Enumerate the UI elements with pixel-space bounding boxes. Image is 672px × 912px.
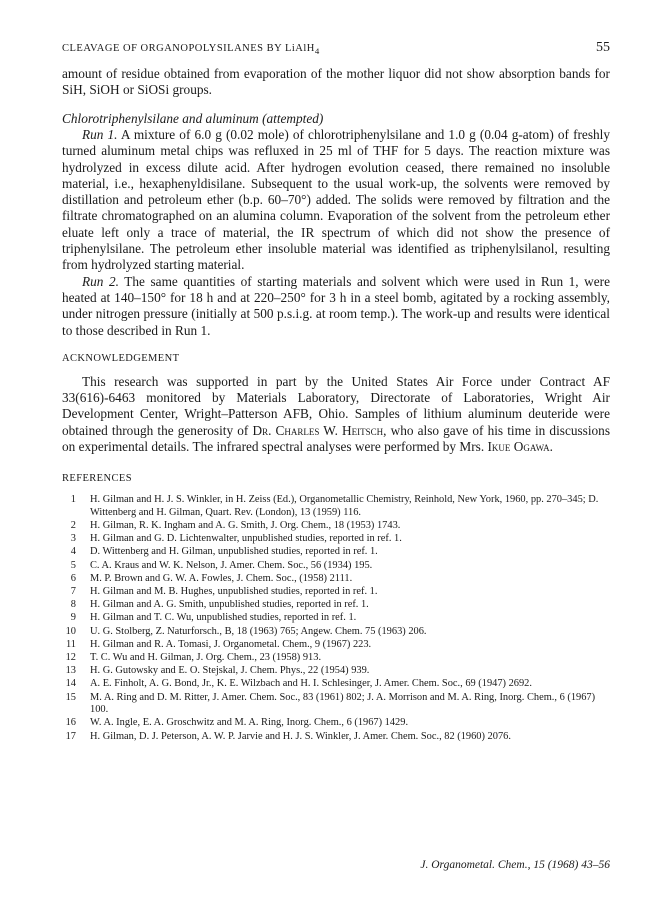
reference-item: [62, 494, 610, 519]
reference-item: [62, 665, 610, 678]
ack-text-2: , who also gave of his time in discussions on experimental details. The infrared spectral analyses were performed by Mrs.: [62, 422, 611, 455]
running-title-subscript: 4: [314, 46, 320, 57]
ack-person-2: Ikue Ogawa: [487, 439, 550, 455]
reference-text: M. A. Ring and D. M. Ritter, J. Amer. Chem. Soc., 83 (1961) 802; J. A. Morrison and M. A. Ring, Inorg. Chem., 6 (1967) 100.: [90, 691, 596, 716]
reference-text: T. C. Wu and H. Gilman, J. Org. Chem., 23 (1958) 913.: [90, 651, 322, 663]
reference-number: 5: [70, 559, 76, 571]
reference-item: [62, 560, 610, 573]
reference-item: [62, 692, 610, 717]
reference-text: A. E. Finholt, A. G. Bond, Jr., K. E. Wilzbach and H. I. Schlesinger, J. Amer. Chem. Soc., 69 (1947) 2692.: [90, 678, 532, 690]
section-subheading: Chlorotriphenylsilane and aluminum (attempted): [62, 110, 324, 126]
reference-text: H. Gilman and H. J. S. Winkler, in H. Zeiss (Ed.), Organometallic Chemistry, Reinhold, New York, 1960, pp. 270–345; D. Wittenberg and H. Gilman, Quart. Rev. (London), 13 (1959) 116.: [90, 494, 599, 518]
reference-text: H. Gilman and G. D. Lichtenwalter, unpublished studies, reported in ref. 1.: [90, 533, 402, 545]
references-heading: REFERENCES: [62, 473, 132, 485]
reference-text: H. Gilman and M. B. Hughes, unpublished studies, reported in ref. 1.: [90, 586, 378, 598]
body-paragraph-1: amount of residue obtained from evaporation of the mother liquor did not show absorption bands for SiH, SiOH or SiOSi groups.: [62, 66, 610, 98]
reference-item: [62, 612, 610, 625]
reference-number: 6: [70, 572, 76, 584]
reference-number: 9: [70, 612, 76, 624]
reference-number: 12: [65, 651, 76, 663]
reference-text: U. G. Stolberg, Z. Naturforsch., B, 18 (1963) 765; Angew. Chem. 75 (1963) 206.: [90, 625, 427, 637]
reference-number: 13: [65, 665, 76, 677]
ack-text-1: This research was supported in part by the United States Air Force under Contract AF 33(616)-6463 monitored by Materials Laboratory, Directorate of Laboratories, Wright Air Development Center, Wright–Patterson AFB, Ohio. Samples of lithium aluminum deuteride were obtained through the generosity of: [62, 373, 610, 438]
reference-number: 15: [65, 691, 76, 703]
reference-item: [62, 678, 610, 691]
reference-item: [62, 573, 610, 586]
run-1-paragraph: [62, 127, 610, 274]
reference-number: 8: [70, 599, 76, 611]
reference-number: 7: [70, 586, 76, 598]
reference-item: [62, 520, 610, 533]
reference-text: W. A. Ingle, E. A. Groschwitz and M. A. Ring, Inorg. Chem., 6 (1967) 1429.: [90, 717, 409, 729]
reference-text: H. Gilman, D. J. Peterson, A. W. P. Jarvie and H. J. S. Winkler, J. Amer. Chem. Soc., 82 (1960) 2076.: [90, 730, 511, 742]
reference-item: [62, 639, 610, 652]
run-2-paragraph: [62, 274, 610, 339]
reference-text: C. A. Kraus and W. K. Nelson, J. Amer. Chem. Soc., 56 (1934) 195.: [90, 559, 373, 571]
run-1-text: A mixture of 6.0 g (0.02 mole) of chlorotriphenylsilane and 1.0 g (0.04 g-atom) of freshly turned aluminum metal chips was refluxed in 25 ml of THF for 5 days. The reaction mixture was hydrolyzed in excess dilute acid. After hydrogen evolution ceased, there remained no insoluble material, i.e., hexaphenyldisilane. Subsequent to the usual work-up, the solvents were removed by distillation and petroleum ether (b.p. 60–70°) added. The solids were removed by filtration and the filtrate chromatographed on an alumina column. Evaporation of the solvent from the petroleum ether eluate left only a trace of material, the IR spectrum of which did not show the presence of triphenylsilane. The petroleum ether insoluble material was identified as triphenylsilanol, resulting from hydrolyzed starting material.: [62, 126, 610, 273]
reference-item: [62, 546, 610, 559]
reference-text: M. P. Brown and G. W. A. Fowles, J. Chem. Soc., (1958) 2111.: [90, 572, 353, 584]
run-1-label: Run 1.: [82, 126, 118, 142]
reference-number: 17: [65, 730, 76, 742]
page-number: 55: [596, 40, 610, 55]
reference-text: H. Gilman and A. G. Smith, unpublished studies, reported in ref. 1.: [90, 599, 369, 611]
ack-person-1: Dr. Charles W. Heitsch: [252, 422, 384, 438]
reference-number: 16: [65, 717, 76, 729]
reference-item: [62, 717, 610, 730]
acknowledgement-paragraph: [62, 374, 610, 455]
acknowledgement-heading: ACKNOWLEDGEMENT: [62, 352, 180, 364]
reference-item: [62, 586, 610, 599]
reference-number: 11: [65, 638, 76, 650]
reference-item: [62, 652, 610, 665]
run-2-label: Run 2.: [82, 273, 119, 289]
reference-number: 14: [65, 678, 76, 690]
ack-text-3: .: [549, 439, 553, 455]
reference-text: D. Wittenberg and H. Gilman, unpublished studies, reported in ref. 1.: [90, 546, 378, 558]
reference-number: 1: [70, 494, 76, 506]
running-title: CLEAVAGE OF ORGANOPOLYSILANES BY LiAlH$_4$: [62, 43, 320, 57]
reference-text: H. Gilman and T. C. Wu, unpublished studies, reported in ref. 1.: [90, 612, 357, 624]
reference-item: [62, 731, 610, 744]
reference-text: H. G. Gutowsky and E. O. Stejskal, J. Chem. Phys., 22 (1954) 939.: [90, 665, 370, 677]
running-head: [62, 40, 610, 56]
run-2-text: The same quantities of starting materials and solvent which were used in Run 1, were heated at 140–150° for 18 h and at 220–250° for 3 h in a steel bomb, agitated by a rocking assembly, under nitrogen pressure (initially at 500 p.s.i.g. at room temp.). The work-up and results were identical to those described in Run 1.: [62, 273, 611, 338]
reference-number: 4: [70, 546, 76, 558]
reference-item: [62, 626, 610, 639]
journal-citation-footer: J. Organometal. Chem., 15 (1968) 43–56: [420, 859, 610, 871]
reference-number: 3: [70, 533, 76, 545]
reference-number: 10: [65, 625, 76, 637]
reference-item: [62, 599, 610, 612]
reference-list: [62, 494, 610, 743]
reference-number: 2: [70, 520, 76, 532]
reference-text: H. Gilman, R. K. Ingham and A. G. Smith, J. Org. Chem., 18 (1953) 1743.: [90, 520, 401, 532]
reference-text: H. Gilman and R. A. Tomasi, J. Organometal. Chem., 9 (1967) 223.: [90, 638, 372, 650]
reference-item: [62, 533, 610, 546]
